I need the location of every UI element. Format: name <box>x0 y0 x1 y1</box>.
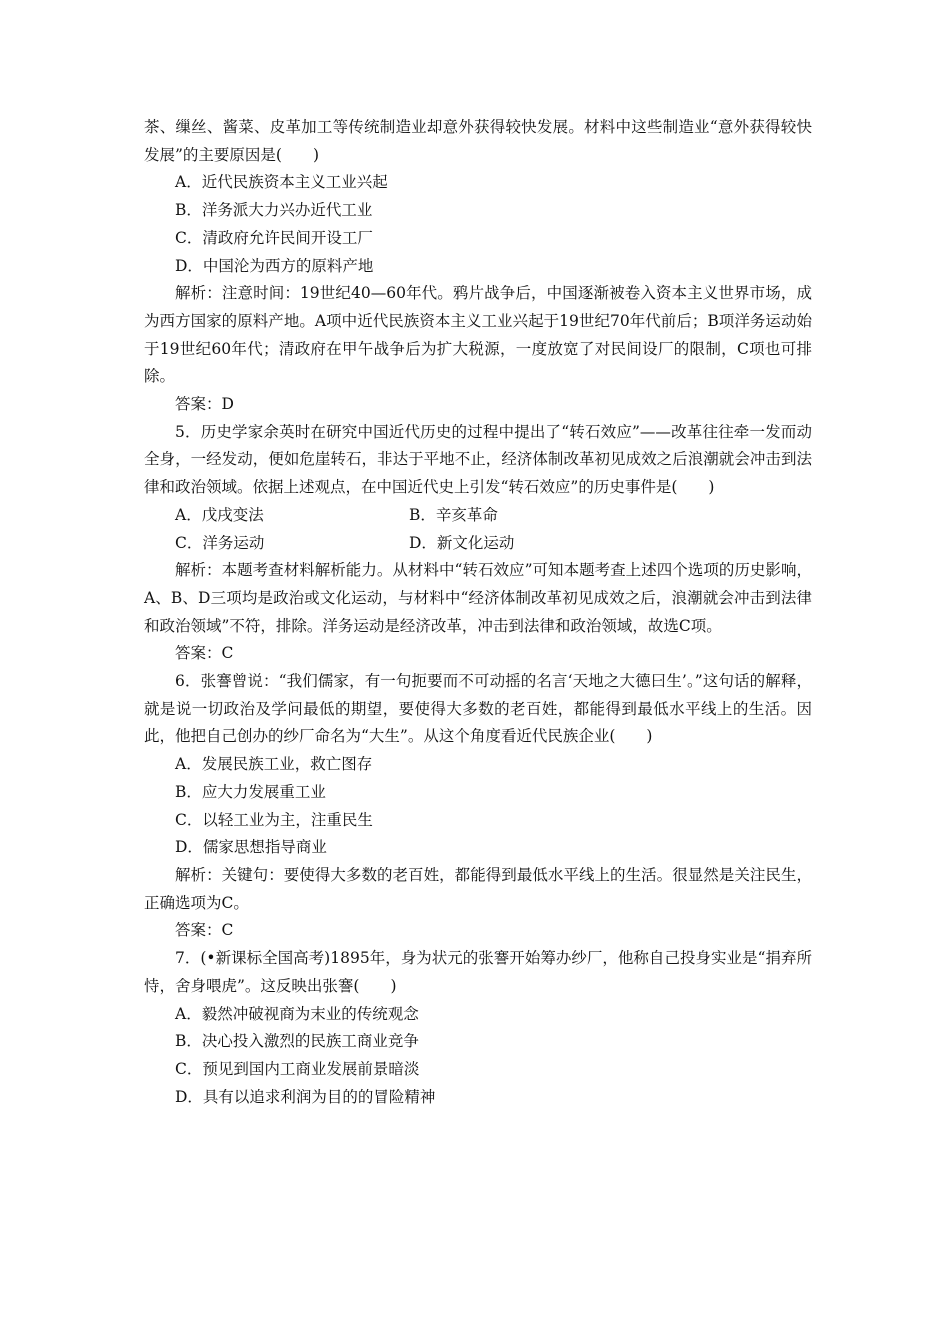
question-4-answer: 答案：D <box>175 395 234 414</box>
question-7-option-c: C．预见到国内工商业发展前景暗淡 <box>175 1059 420 1078</box>
question-4-stem: 茶、缫丝、酱菜、皮革加工等传统制造业却意外获得较快发展。材料中这些制造业“意外获得较快发展”的主要原因是( ) <box>144 118 812 164</box>
question-5-analysis: 解析：本题考查材料解析能力。从材料中“转石效应”可知本题考查上述四个选项的历史影响，A、B、D三项均是政治或文化运动，与材料中“经济体制改革初见成效之后，浪潮就会冲击到法律和政治领域”不符，排除。洋务运动是经济改革，冲击到法律和政治领域，故选C项。 <box>144 561 812 635</box>
question-5-option-d: D．新文化运动 <box>409 533 515 552</box>
question-5-option-b: B．辛亥革命 <box>409 505 498 524</box>
question-7-option-b: B．决心投入激烈的民族工商业竞争 <box>175 1032 419 1051</box>
page-content <box>144 114 812 1111</box>
question-4-analysis: 解析：注意时间：19世纪40—60年代。鸦片战争后，中国逐渐被卷入资本主义世界市场，成为西方国家的原料产地。A项中近代民族资本主义工业兴起于19世纪70年代前后；B项洋务运动始于19世纪60年代；清政府在甲午战争后为扩大税源，一度放宽了对民间设厂的限制，C项也可排除。 <box>144 284 812 386</box>
question-6-answer: 答案：C <box>175 921 234 940</box>
question-5-option-c: C．洋务运动 <box>175 533 265 552</box>
question-4-option-d: D．中国沦为西方的原料产地 <box>175 256 374 275</box>
question-5-stem: 5．历史学家余英时在研究中国近代历史的过程中提出了“转石效应”——改革往往牵一发而动全身，一经发动，便如危崖转石，非达于平地不止，经济体制改革初见成效之后浪潮就会冲击到法律和政治领域。依据上述观点，在中国近代史上引发“转石效应”的历史事件是( ) <box>144 422 812 497</box>
question-6-option-b: B．应大力发展重工业 <box>175 782 326 801</box>
question-6-option-c: C．以轻工业为主，注重民生 <box>175 810 373 829</box>
question-5-options-row-1 <box>144 502 812 530</box>
question-6-stem: 6．张謇曾说：“我们儒家，有一句扼要而不可动摇的名言‘天地之大德曰生’。”这句话的解释，就是说一切政治及学问最低的期望，要使得大多数的老百姓，都能得到最低水平线上的生活。因此，他把自己创办的纱厂命名为“大生”。从这个角度看近代民族企业( ) <box>144 672 812 746</box>
question-5-answer: 答案：C <box>175 644 234 663</box>
question-6-option-a: A．发展民族工业，救亡图存 <box>175 755 373 774</box>
question-6-analysis: 解析：关键句：要使得大多数的老百姓，都能得到最低水平线上的生活。很显然是关注民生，正确选项为C。 <box>144 865 812 912</box>
question-7-option-d: D．具有以追求利润为目的的冒险精神 <box>175 1087 436 1106</box>
question-7-stem: 7．(•新课标全国高考)1895年，身为状元的张謇开始筹办纱厂，他称自己投身实业是“捐弃所恃，舍身喂虎”。这反映出张謇( ) <box>144 949 812 995</box>
question-7-option-a: A．毅然冲破视商为末业的传统观念 <box>175 1004 419 1023</box>
question-4-option-b: B．洋务派大力兴办近代工业 <box>175 201 373 220</box>
question-5-option-a: A．戊戌变法 <box>175 505 264 524</box>
question-4-option-a: A．近代民族资本主义工业兴起 <box>175 173 388 192</box>
question-4-option-c: C．清政府允许民间开设工厂 <box>175 228 373 247</box>
question-6-option-d: D．儒家思想指导商业 <box>175 838 327 857</box>
question-5-options-row-2 <box>144 530 812 558</box>
